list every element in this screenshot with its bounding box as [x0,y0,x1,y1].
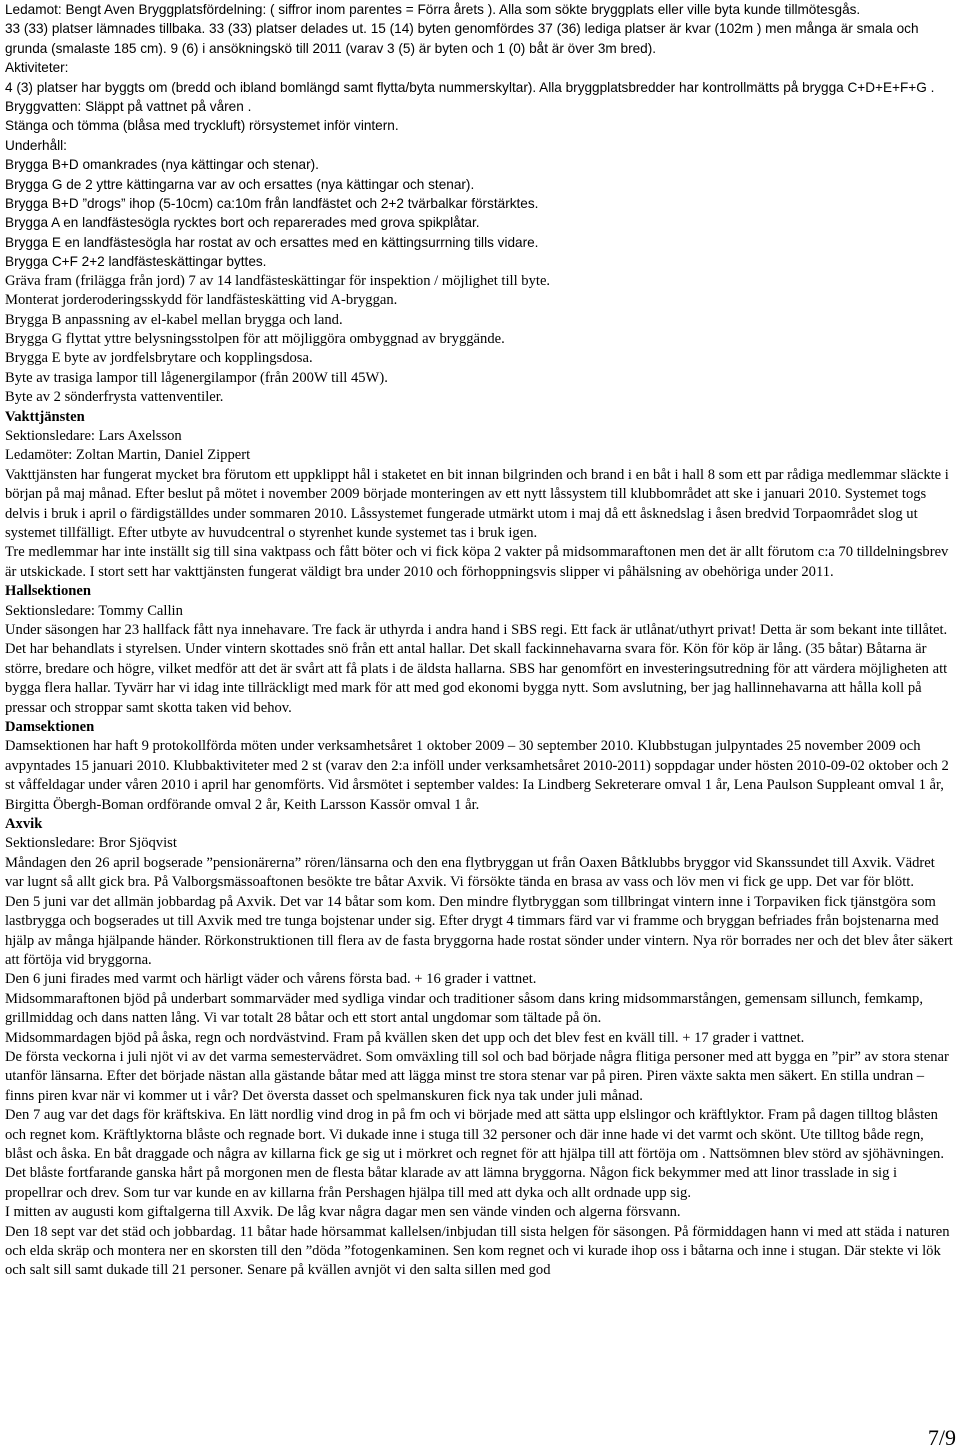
paragraph: De första veckorna i juli njöt vi av det varma semestervädret. Som omväxling till sol och bad började några flitiga personer med att bygga en ”pir” av stora stenar utanför länsarna. Efter det började nästan alla gästande båtar med att lägga minst tre stora stenar var på piren. Piren växte sakta men säkert. En stilla undran – finns piren kvar när vi kommer ut i vår? Det översta dasset och spelmanskuren fick nya tak under juli månad. [5,1048,949,1104]
paragraph: Byte av 2 sönderfrysta vattenventiler. [5,389,224,406]
paragraph: Måndagen den 26 april bogserade ”pensionärerna” rören/länsarna och den ena flytbryggan ut från Oaxen Båtklubbs bryggor vid Skanssundet till Axvik. Vädret var lugnt så allt gick bra. På Valborgsmässoaftonen besökte tre båtar Axvik. Vi försökte tända en brasa av vass och löv men vi fick ge upp. Det var för blött. [5,854,935,891]
paragraph: Gräva fram (frilägga från jord) 7 av 14 landfästeskättingar för inspektion / möjlighet till byte. [5,272,551,289]
paragraph: I mitten av augusti kom giftalgerna till Axvik. De låg kvar några dagar men sen vände vinden och algerna försvann. [5,1204,681,1221]
section-heading: Hallsektionen [5,583,91,600]
paragraph: Brygga G de 2 yttre kättingarna var av och ersattes (nya kättingar och stenar). [5,176,475,192]
paragraph: Sektionsledare: Lars Axelsson [5,427,182,444]
paragraph: Stänga och tömma (blåsa med tryckluft) rörsystemet inför vintern. [5,118,399,134]
paragraph: Underhåll: [5,137,67,153]
paragraph: Ledamöter: Zoltan Martin, Daniel Zippert [5,447,251,464]
paragraph: Den 6 juni firades med varmt och härligt väder och vårens första bad. + 16 grader i vattnet. [5,971,537,988]
paragraph: Aktiviteter: [5,60,69,76]
paragraph: Den 5 juni var det allmän jobbardag på Axvik. Det var 14 båtar som kom. Den mindre flytbryggan som tillbringat vintern inne i Torpaviken fick tjänstgöra som lastbrygga och bogserades ut till Axvik med tre tunga bojstenar under sig. Efter drygt 4 timmars färd var vi framme och bryggan befriades från bojstenarna med hjälp av många hjälpande händer. Rörkonstruktionen till flera av de fasta bryggorna hade rostat sönder under vintern. Nya rör borrades ner och det blev åter säkert att förtöja vid bryggorna. [5,893,953,968]
paragraph: Sektionsledare: Tommy Callin [5,602,183,619]
paragraph: Brygga B+D ”drogs” ihop (5-10cm) ca:10m från landfästet och 2+2 tvärbalkar förstärktes. [5,196,539,212]
paragraph: Sektionsledare: Bror Sjöqvist [5,835,177,852]
section-heading: Axvik [5,816,43,833]
paragraph: Brygga G flyttat yttre belysningsstolpen för att möjliggöra ombyggnad av bryggände. [5,330,505,347]
page-number: 7/9 [927,1425,956,1450]
paragraph: Ledamot: Bengt Aven Bryggplatsfördelning: ( siffror inom parentes = Förra årets ). Alla som sökte bryggplats eller ville byta kunde tillmötesgås. [5,2,861,17]
paragraph: Den 7 aug var det dags för kräftskiva. En lätt nordlig vind drog in på fm och vi började med att sätta upp elslingor och kräftlyktor. Fram på dagen tilltog blåsten och regnet kom. Kräftlyktorna blåste och regnade bort. Vi dukade inne i stuga till 32 personer och där inne hade vi det varmt och skönt. Ute tilltog både regn, blåst och åska. En båt draggade och några av killarna fick ge sig ut i mörkret och regnet för att hjälpa till att förtöja om . Nattsömnen blev störd av sjöhävningen. Det blåste fortfarande ganska hårt på morgonen men de flesta båtar klarade av att lämna bryggorna. Någon fick bekymmer med att linor trasslade in sig i propellrar och drev. Som tur var kunde en av killarna från Pershagen hjälpa till med att dyka och allt ordnade upp sig. [5,1107,944,1201]
paragraph: Brygga B anpassning av el-kabel mellan brygga och land. [5,311,343,328]
paragraph: Midsommaraftonen bjöd på underbart sommarväder med sydliga vindar och traditioner såsom dans kring midsommarstången, gemensam sillunch, femkamp, grillmiddag och dans natten lång. Vi var totalt 28 båtar och ett stort antal ungdomar som tältade på ön. [5,990,923,1027]
paragraph: Tre medlemmar har inte inställt sig till sina vaktpass och fått böter och vi fick köpa 2 vakter på midsommaraftonen men det är allt förutom c:a 70 tilldelningsbrev är utskickade. I stort sett har vakttjänsten fungerat väldigt bra under 2010 och förhoppningsvis slipper vi påhälsning av obehöriga under 2011. [5,544,949,580]
paragraph: Midsommardagen bjöd på åska, regn och nordvästvind. Fram på kvällen sken det upp och det blev fest en kväll till. + 17 grader i vattnet. [5,1029,805,1046]
document-body [5,0,953,1281]
section-heading: Vakttjänsten [5,408,85,425]
paragraph: Brygga E en landfästesögla har rostat av och ersattes med en kättingsurrning tills vidare. [5,234,539,250]
paragraph: Brygga C+F 2+2 landfästeskättingar byttes. [5,254,267,270]
paragraph: Brygga E byte av jordfelsbrytare och kopplingsdosa. [5,350,313,367]
paragraph: Brygga B+D omankrades (nya kättingar och stenar). [5,157,319,173]
paragraph: Byte av trasiga lampor till lågenergilampor (från 200W till 45W). [5,369,388,386]
paragraph: Damsektionen har haft 9 protokollförda möten under verksamhetsåret 1 oktober 2009 – 30 september 2010. Klubbstugan julpyntades 25 november 2009 och avpyntades 15 januari 2010. Klubbaktiviteter med 2 st (varav den 2:a inföll under verksamhetsåret 2010-2011) soppdagar under hösten 2010-09-02 oktober och 2 st våffeldagar under våren 2010 i april har genomförts. Vid årsmötet i september valdes: Ia Lindberg Sekreterare omval 1 år, Lena Paulson Suppleant omval 1 år, Birgitta Öbergh-Boman ordförande omval 2 år, Keith Larsson Kassör omval 1 år. [5,738,949,813]
paragraph: Monterat jorderoderingsskydd för landfästeskätting vid A-bryggan. [5,292,398,309]
paragraph: 4 (3) platser har byggts om (bredd och ibland bomlängd samt flytta/byta nummerskyltar). Alla bryggplatsbredder har kontrollmätts på brygga C+D+E+F+G . Bryggvatten: Släppt på vattnet på våren . [5,79,935,115]
paragraph: Brygga A en landfästesögla rycktes bort och reparerades med grova spikplåtar. [5,215,480,231]
paragraph: Under säsongen har 23 hallfack fått nya innehavare. Tre fack är uthyrda i andra hand i SBS regi. Ett fack är utlånat/uthyrt privat! Detta är som bekant inte tillåtet. Det har behandlats i styrelsen. Under vintern skottades snö från ett antal hallar. Det skall fackinnehavarna svara för. Kön för köp är lång. (35 båtar) Båtarna är större, bredare och högre, vilket medför att det är svårt att få plats i de äldsta hallarna. SBS har genomfört en investeringsutredning för att värdera möjligheten att bygga flera hallar. Tyvärr har vi idag inte tillräckligt med mark för att med god ekonomi bygga nytt. Som avslutning, ber jag hallinnehavarna att hålla koll på pressar och stroppar samt skotta taken vid behov. [5,622,948,716]
section-heading: Damsektionen [5,719,95,736]
paragraph: 33 (33) platser lämnades tillbaka. 33 (33) platser delades ut. 15 (14) byten genomfördes 37 (36) lediga platser är kvar (102m ) men många är smala och grunda (smalaste 185 cm). 9 (6) i ansökningskö till 2011 (varav 3 (5) är byten och 1 (0) båt är över 3m bred). [5,21,919,56]
paragraph: Vakttjänsten har fungerat mycket bra förutom ett uppklippt hål i staketet en bit innan bilgrinden och brand i en båt i hall 8 som ett par rådiga medlemmar släckte i början på maj månad. Efter beslut på mötet i november 2009 började monteringen av ett nytt låssystem till klubbområdet att ske i januari 2010. Systemet togs delvis i bruk i april o färdigställdes under sommaren 2010. Låssystemet fungerade utmärkt utom i maj då ett åsknedslag i åsen bredvid Torpaområdet slog ut systemet tillfälligt. Efter utbyte av huvudcentral o styrenhet kunde systemet tas i bruk igen. [5,466,949,541]
paragraph: Den 18 sept var det städ och jobbardag. 11 båtar hade hörsammat kallelsen/inbjudan till sista helgen för säsongen. På förmiddagen hann vi med att städa i naturen och elda skräp och montera ner en skorsten till den ”döda ”fotogenkaminen. Sen kom regnet och vi kurade ihop oss i båtarna och inne i stugan. Där stekte vi lök och salt sill samt dukade till 21 personer. Senare på kvällen avnjöt vi den salta sillen med god [5,1223,950,1279]
